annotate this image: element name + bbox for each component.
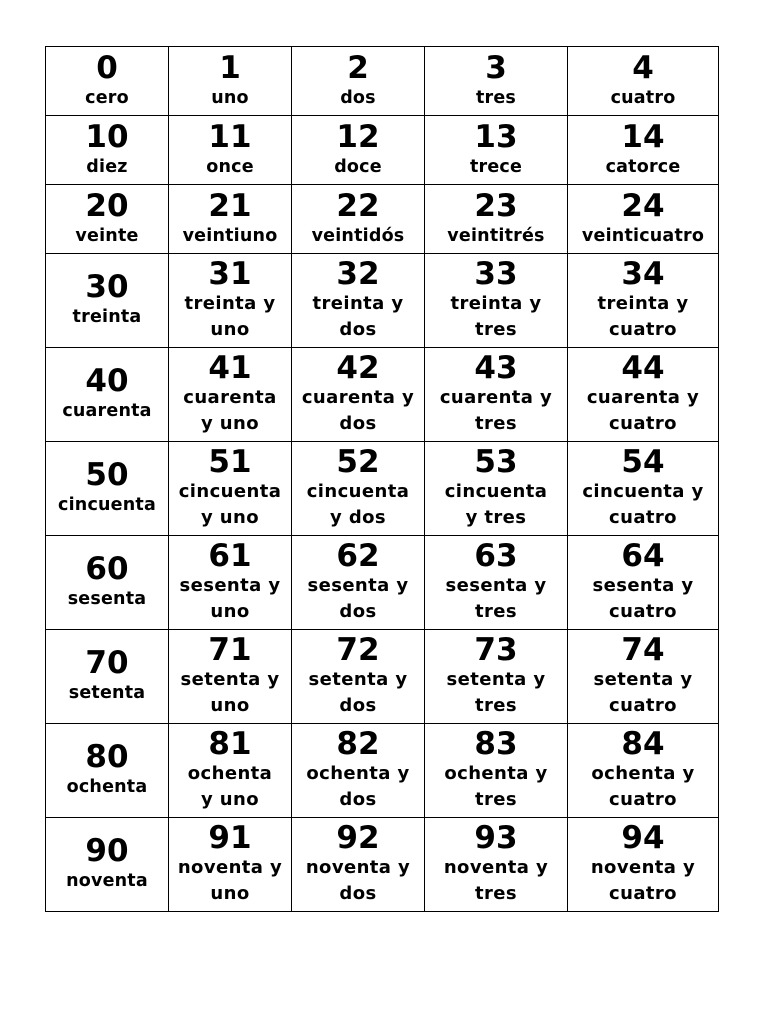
number-cell (568, 724, 719, 818)
number-digit: 64 (621, 538, 665, 574)
number-word: noventa y tres (443, 857, 549, 904)
number-word: cincuenta y tres (444, 481, 548, 528)
number-word: cuarenta y cuatro (586, 387, 700, 434)
number-word: diez (86, 156, 128, 177)
number-digit: 34 (621, 256, 665, 292)
number-cell (46, 630, 169, 724)
number-digit: 94 (621, 820, 665, 856)
number-word: treinta y cuatro (597, 293, 689, 340)
number-digit: 90 (85, 833, 129, 869)
number-word: cuarenta y dos (301, 387, 415, 434)
number-cell (46, 185, 169, 254)
number-word: treinta y dos (312, 293, 404, 340)
number-digit: 53 (474, 444, 518, 480)
number-cell (292, 724, 425, 818)
number-digit: 23 (474, 187, 518, 224)
number-cell (169, 818, 292, 912)
number-cell (568, 47, 719, 116)
number-cell (568, 116, 719, 185)
number-word: tres (475, 87, 517, 108)
number-digit: 63 (474, 538, 518, 574)
number-word: veintiuno (182, 225, 278, 246)
number-word: veinte (75, 225, 139, 246)
number-cell (425, 348, 568, 442)
number-cell (169, 47, 292, 116)
number-cell (292, 536, 425, 630)
number-digit: 51 (208, 444, 252, 480)
number-digit: 52 (336, 444, 380, 480)
number-cell (46, 116, 169, 185)
number-cell (292, 818, 425, 912)
number-digit: 12 (336, 118, 380, 155)
number-word: noventa (66, 871, 148, 891)
number-cell (169, 724, 292, 818)
number-digit: 71 (208, 632, 252, 668)
number-word: noventa y uno (177, 857, 283, 904)
number-digit: 61 (208, 538, 252, 574)
number-cell (169, 116, 292, 185)
number-word: setenta y cuatro (593, 669, 693, 716)
table-row (46, 630, 719, 724)
number-cell (568, 254, 719, 348)
table-row (46, 185, 719, 254)
number-digit: 20 (85, 187, 129, 224)
spanish-numbers-table (45, 46, 719, 912)
number-cell (292, 442, 425, 536)
number-word: dos (340, 87, 376, 108)
number-digit: 93 (474, 820, 518, 856)
number-word: cincuenta y uno (178, 481, 282, 528)
number-digit: 73 (474, 632, 518, 668)
table-body (46, 47, 719, 912)
number-word: cuarenta y uno (183, 387, 277, 434)
number-cell (568, 536, 719, 630)
number-cell (425, 254, 568, 348)
number-word: cincuenta (58, 495, 156, 515)
number-cell (568, 185, 719, 254)
number-word: ochenta y tres (444, 763, 548, 810)
number-word: sesenta y dos (307, 575, 409, 622)
number-digit: 81 (208, 726, 252, 762)
number-word: trece (469, 156, 523, 177)
number-cell (46, 254, 169, 348)
number-cell (46, 47, 169, 116)
number-digit: 83 (474, 726, 518, 762)
number-word: cuatro (610, 87, 676, 108)
number-word: cincuenta y cuatro (582, 481, 704, 528)
number-digit: 54 (621, 444, 665, 480)
number-word: setenta y uno (180, 669, 280, 716)
table-row (46, 442, 719, 536)
number-cell (425, 724, 568, 818)
number-word: veintidós (311, 225, 405, 246)
number-word: treinta y tres (450, 293, 542, 340)
number-digit: 72 (336, 632, 380, 668)
number-digit: 2 (347, 49, 369, 86)
number-digit: 1 (219, 49, 241, 86)
number-digit: 31 (208, 256, 252, 292)
number-word: treinta y uno (184, 293, 276, 340)
number-word: catorce (605, 156, 681, 177)
number-word: sesenta y uno (179, 575, 281, 622)
number-digit: 4 (632, 49, 654, 86)
number-cell (568, 630, 719, 724)
number-cell (568, 818, 719, 912)
number-cell (292, 185, 425, 254)
number-digit: 32 (336, 256, 380, 292)
number-cell (169, 630, 292, 724)
number-digit: 14 (621, 118, 665, 155)
number-cell (169, 442, 292, 536)
number-cell (169, 185, 292, 254)
number-word: ochenta y cuatro (591, 763, 695, 810)
number-cell (425, 185, 568, 254)
number-digit: 21 (208, 187, 252, 224)
number-digit: 11 (208, 118, 252, 155)
number-word: doce (334, 156, 382, 177)
number-digit: 92 (336, 820, 380, 856)
number-word: noventa y cuatro (590, 857, 696, 904)
number-digit: 50 (85, 457, 129, 493)
number-cell (46, 724, 169, 818)
number-digit: 84 (621, 726, 665, 762)
number-cell (292, 47, 425, 116)
number-word: veinticuatro (581, 225, 705, 246)
number-cell (425, 116, 568, 185)
number-cell (568, 348, 719, 442)
number-word: cuarenta (62, 401, 152, 421)
number-digit: 33 (474, 256, 518, 292)
number-digit: 10 (85, 118, 129, 155)
table-row (46, 724, 719, 818)
number-digit: 43 (474, 350, 518, 386)
table-row (46, 818, 719, 912)
number-word: setenta y tres (446, 669, 546, 716)
number-cell (169, 348, 292, 442)
number-word: cero (85, 87, 129, 108)
number-word: once (206, 156, 254, 177)
table-row (46, 254, 719, 348)
number-digit: 62 (336, 538, 380, 574)
number-digit: 40 (85, 363, 129, 399)
number-digit: 22 (336, 187, 380, 224)
number-digit: 44 (621, 350, 665, 386)
number-cell (46, 442, 169, 536)
number-word: cuarenta y tres (439, 387, 553, 434)
number-word: ochenta (66, 777, 148, 797)
number-digit: 24 (621, 187, 665, 224)
number-digit: 13 (474, 118, 518, 155)
number-cell (292, 630, 425, 724)
number-cell (425, 47, 568, 116)
number-word: noventa y dos (305, 857, 411, 904)
number-digit: 41 (208, 350, 252, 386)
number-digit: 30 (85, 269, 129, 305)
number-word: setenta y dos (308, 669, 408, 716)
number-word: treinta (72, 307, 142, 327)
number-word: veintitrés (447, 225, 545, 246)
number-word: ochenta y uno (187, 763, 273, 810)
number-digit: 70 (85, 645, 129, 681)
number-cell (292, 116, 425, 185)
number-digit: 80 (85, 739, 129, 775)
number-cell (568, 442, 719, 536)
number-digit: 82 (336, 726, 380, 762)
table-row (46, 348, 719, 442)
number-word: ochenta y dos (306, 763, 410, 810)
table-row (46, 536, 719, 630)
number-cell (46, 348, 169, 442)
number-cell (425, 442, 568, 536)
number-word: uno (211, 87, 249, 108)
table-row (46, 116, 719, 185)
table-row (46, 47, 719, 116)
number-word: sesenta y tres (445, 575, 547, 622)
number-word: sesenta (67, 589, 147, 609)
number-word: cincuenta y dos (306, 481, 410, 528)
number-digit: 3 (485, 49, 507, 86)
number-cell (46, 536, 169, 630)
number-digit: 74 (621, 632, 665, 668)
number-cell (292, 348, 425, 442)
number-cell (425, 630, 568, 724)
number-word: sesenta y cuatro (592, 575, 694, 622)
number-cell (292, 254, 425, 348)
number-word: setenta (68, 683, 146, 703)
number-cell (169, 536, 292, 630)
number-cell (425, 818, 568, 912)
number-digit: 42 (336, 350, 380, 386)
number-cell (425, 536, 568, 630)
number-digit: 91 (208, 820, 252, 856)
number-cell (46, 818, 169, 912)
number-digit: 60 (85, 551, 129, 587)
number-cell (169, 254, 292, 348)
number-digit: 0 (96, 49, 118, 86)
